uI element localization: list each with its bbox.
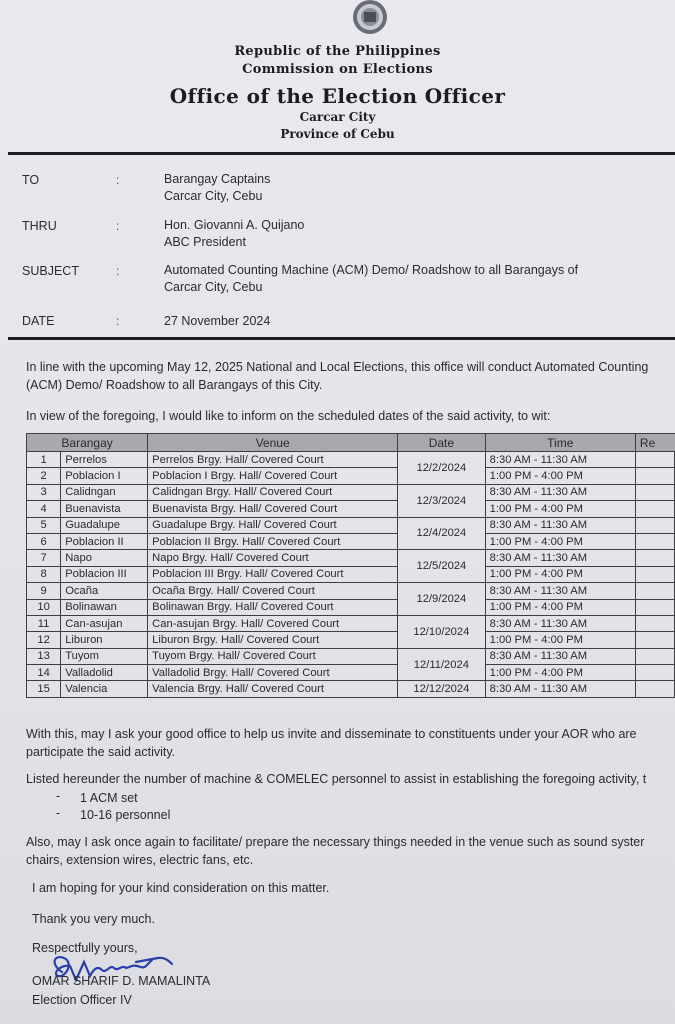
row-number: 5: [27, 517, 61, 533]
signatory-position: Election Officer IV: [32, 993, 132, 1007]
table-row: [27, 468, 675, 484]
barangay-cell: Tuyom: [61, 648, 148, 664]
barangay-cell: Can-asujan: [61, 615, 148, 631]
table-row: [27, 484, 675, 500]
barangay-cell: Buenavista: [61, 501, 148, 517]
bullet-personnel: 10-16 personnel: [80, 808, 171, 822]
venue-cell: Liburon Brgy. Hall/ Covered Court: [148, 632, 398, 648]
bullet-mark-1: -: [56, 789, 61, 803]
table-body: [27, 452, 675, 698]
schedule-intro: In view of the foregoing, I would like to inform on the scheduled dates of the said activity, to wit:: [26, 409, 551, 423]
row-number: 14: [27, 665, 61, 681]
remarks-cell: [635, 484, 674, 500]
bullet-acm: 1 ACM set: [80, 791, 138, 805]
remarks-cell: [635, 648, 674, 664]
request-paragraph: [26, 725, 637, 761]
barangay-cell: Bolinawan: [61, 599, 148, 615]
table-row: [27, 501, 675, 517]
table-row: [27, 648, 675, 664]
venue-cell: Tuyom Brgy. Hall/ Covered Court: [148, 648, 398, 664]
personnel-paragraph: Listed hereunder the number of machine & COMELEC personnel to assist in establishing the foregoing activity, t: [26, 772, 647, 786]
header-remarks: Re: [635, 434, 674, 452]
venue-cell: Buenavista Brgy. Hall/ Covered Court: [148, 501, 398, 517]
date-cell: 12/10/2024: [398, 615, 486, 648]
signatory-name: OMAR SHARIF D. MAMALINTA: [32, 974, 211, 988]
table-row: [27, 550, 675, 566]
table-row: [27, 665, 675, 681]
remarks-cell: [635, 501, 674, 517]
date-cell: 12/5/2024: [398, 550, 486, 583]
to-colon: :: [116, 173, 120, 187]
commission-heading: Commission on Elections: [242, 62, 433, 77]
table-row: [27, 632, 675, 648]
venue-cell: Guadalupe Brgy. Hall/ Covered Court: [148, 517, 398, 533]
table-row: [27, 566, 675, 582]
row-number: 7: [27, 550, 61, 566]
date-colon: :: [116, 314, 120, 328]
table-row: [27, 615, 675, 631]
intro-paragraph: [26, 358, 648, 394]
barangay-cell: Perrelos: [61, 452, 148, 468]
time-cell: 1:00 PM - 4:00 PM: [485, 665, 635, 681]
row-number: 6: [27, 533, 61, 549]
venue-cell: Napo Brgy. Hall/ Covered Court: [148, 550, 398, 566]
remarks-cell: [635, 615, 674, 631]
venue-cell: Bolinawan Brgy. Hall/ Covered Court: [148, 599, 398, 615]
table-row: [27, 583, 675, 599]
subject-line-2: Carcar City, Cebu: [164, 280, 263, 294]
row-number: 10: [27, 599, 61, 615]
time-cell: 1:00 PM - 4:00 PM: [485, 566, 635, 582]
date-cell: 12/12/2024: [398, 681, 486, 697]
table-row: [27, 681, 675, 697]
thru-colon: :: [116, 219, 120, 233]
thanks-line: Thank you very much.: [32, 912, 155, 926]
remarks-cell: [635, 665, 674, 681]
subject-label: SUBJECT: [22, 264, 79, 278]
thru-line-1: Hon. Giovanni A. Quijano: [164, 218, 305, 232]
table-row: [27, 452, 675, 468]
remarks-cell: [635, 632, 674, 648]
date-cell: 12/4/2024: [398, 517, 486, 550]
barangay-cell: Ocaña: [61, 583, 148, 599]
row-number: 12: [27, 632, 61, 648]
date-cell: 12/11/2024: [398, 648, 486, 681]
row-number: 1: [27, 452, 61, 468]
date-label: DATE: [22, 314, 55, 328]
remarks-cell: [635, 566, 674, 582]
subject-line-1: Automated Counting Machine (ACM) Demo/ Roadshow to all Barangays of: [164, 263, 579, 277]
time-cell: 8:30 AM - 11:30 AM: [485, 583, 635, 599]
intro-line-2: (ACM) Demo/ Roadshow to all Barangays of this City.: [26, 378, 323, 392]
time-cell: 8:30 AM - 11:30 AM: [485, 517, 635, 533]
remarks-cell: [635, 550, 674, 566]
barangay-cell: Poblacion I: [61, 468, 148, 484]
venue-cell: Perrelos Brgy. Hall/ Covered Court: [148, 452, 398, 468]
remarks-cell: [635, 468, 674, 484]
table-row: [27, 533, 675, 549]
row-number: 11: [27, 615, 61, 631]
barangay-cell: Napo: [61, 550, 148, 566]
venue-cell: Valladolid Brgy. Hall/ Covered Court: [148, 665, 398, 681]
request-line-2: participate the said activity.: [26, 745, 176, 759]
header-divider: [8, 152, 675, 155]
time-cell: 8:30 AM - 11:30 AM: [485, 452, 635, 468]
barangay-cell: Liburon: [61, 632, 148, 648]
venue-cell: Poblacion II Brgy. Hall/ Covered Court: [148, 533, 398, 549]
remarks-cell: [635, 599, 674, 615]
barangay-cell: Guadalupe: [61, 517, 148, 533]
comelec-seal-logo: [344, 0, 396, 38]
facilitate-line-2: chairs, extension wires, electric fans, etc.: [26, 853, 254, 867]
thru-value: [164, 217, 304, 251]
header-time: Time: [485, 434, 635, 452]
barangay-cell: Valencia: [61, 681, 148, 697]
subject-value: [164, 262, 578, 296]
time-cell: 8:30 AM - 11:30 AM: [485, 681, 635, 697]
row-number: 15: [27, 681, 61, 697]
table-row: [27, 517, 675, 533]
time-cell: 1:00 PM - 4:00 PM: [485, 501, 635, 517]
consideration-line: I am hoping for your kind consideration on this matter.: [32, 881, 330, 895]
thru-label: THRU: [22, 219, 57, 233]
closing-line: Respectfully yours,: [32, 941, 138, 955]
barangay-cell: Poblacion III: [61, 566, 148, 582]
time-cell: 8:30 AM - 11:30 AM: [485, 484, 635, 500]
province-heading: Province of Cebu: [280, 127, 395, 141]
remarks-cell: [635, 583, 674, 599]
barangay-cell: Poblacion II: [61, 533, 148, 549]
time-cell: 1:00 PM - 4:00 PM: [485, 599, 635, 615]
row-number: 13: [27, 648, 61, 664]
venue-cell: Calidngan Brgy. Hall/ Covered Court: [148, 484, 398, 500]
time-cell: 1:00 PM - 4:00 PM: [485, 533, 635, 549]
time-cell: 1:00 PM - 4:00 PM: [485, 468, 635, 484]
facilitate-line-1: Also, may I ask once again to facilitate/ prepare the necessary things needed in the venue such as sound syster: [26, 835, 645, 849]
memo-divider: [8, 337, 675, 340]
to-value: [164, 171, 270, 205]
intro-line-1: In line with the upcoming May 12, 2025 National and Local Elections, this office will conduct Automated Counting: [26, 360, 649, 374]
bullet-mark-2: -: [56, 806, 61, 820]
barangay-cell: Valladolid: [61, 665, 148, 681]
row-number: 8: [27, 566, 61, 582]
to-line-2: Carcar City, Cebu: [164, 189, 263, 203]
table-header-row: [27, 434, 675, 452]
venue-cell: Poblacion I Brgy. Hall/ Covered Court: [148, 468, 398, 484]
city-heading: Carcar City: [299, 110, 376, 124]
remarks-cell: [635, 681, 674, 697]
office-title: Office of the Election Officer: [169, 84, 506, 108]
header-barangay: Barangay: [27, 434, 148, 452]
table-row: [27, 599, 675, 615]
time-cell: 8:30 AM - 11:30 AM: [485, 648, 635, 664]
date-cell: 12/2/2024: [398, 452, 486, 485]
to-label: TO: [22, 173, 40, 187]
venue-cell: Valencia Brgy. Hall/ Covered Court: [148, 681, 398, 697]
subject-colon: :: [116, 264, 120, 278]
row-number: 4: [27, 501, 61, 517]
time-cell: 1:00 PM - 4:00 PM: [485, 632, 635, 648]
venue-cell: Poblacion III Brgy. Hall/ Covered Court: [148, 566, 398, 582]
to-line-1: Barangay Captains: [164, 172, 271, 186]
header-date: Date: [398, 434, 486, 452]
remarks-cell: [635, 517, 674, 533]
time-cell: 8:30 AM - 11:30 AM: [485, 615, 635, 631]
header-venue: Venue: [148, 434, 398, 452]
row-number: 9: [27, 583, 61, 599]
republic-heading: Republic of the Philippines: [234, 44, 441, 59]
date-cell: 12/3/2024: [398, 484, 486, 517]
barangay-cell: Calidngan: [61, 484, 148, 500]
thru-line-2: ABC President: [164, 235, 246, 249]
date-value: 27 November 2024: [164, 314, 271, 328]
venue-cell: Ocaña Brgy. Hall/ Covered Court: [148, 583, 398, 599]
facilitate-paragraph: [26, 833, 644, 869]
date-cell: 12/9/2024: [398, 583, 486, 616]
remarks-cell: [635, 452, 674, 468]
row-number: 2: [27, 468, 61, 484]
venue-cell: Can-asujan Brgy. Hall/ Covered Court: [148, 615, 398, 631]
row-number: 3: [27, 484, 61, 500]
request-line-1: With this, may I ask your good office to help us invite and disseminate to constituents under your AOR who are: [26, 727, 637, 741]
remarks-cell: [635, 533, 674, 549]
schedule-table: [26, 433, 675, 698]
time-cell: 8:30 AM - 11:30 AM: [485, 550, 635, 566]
